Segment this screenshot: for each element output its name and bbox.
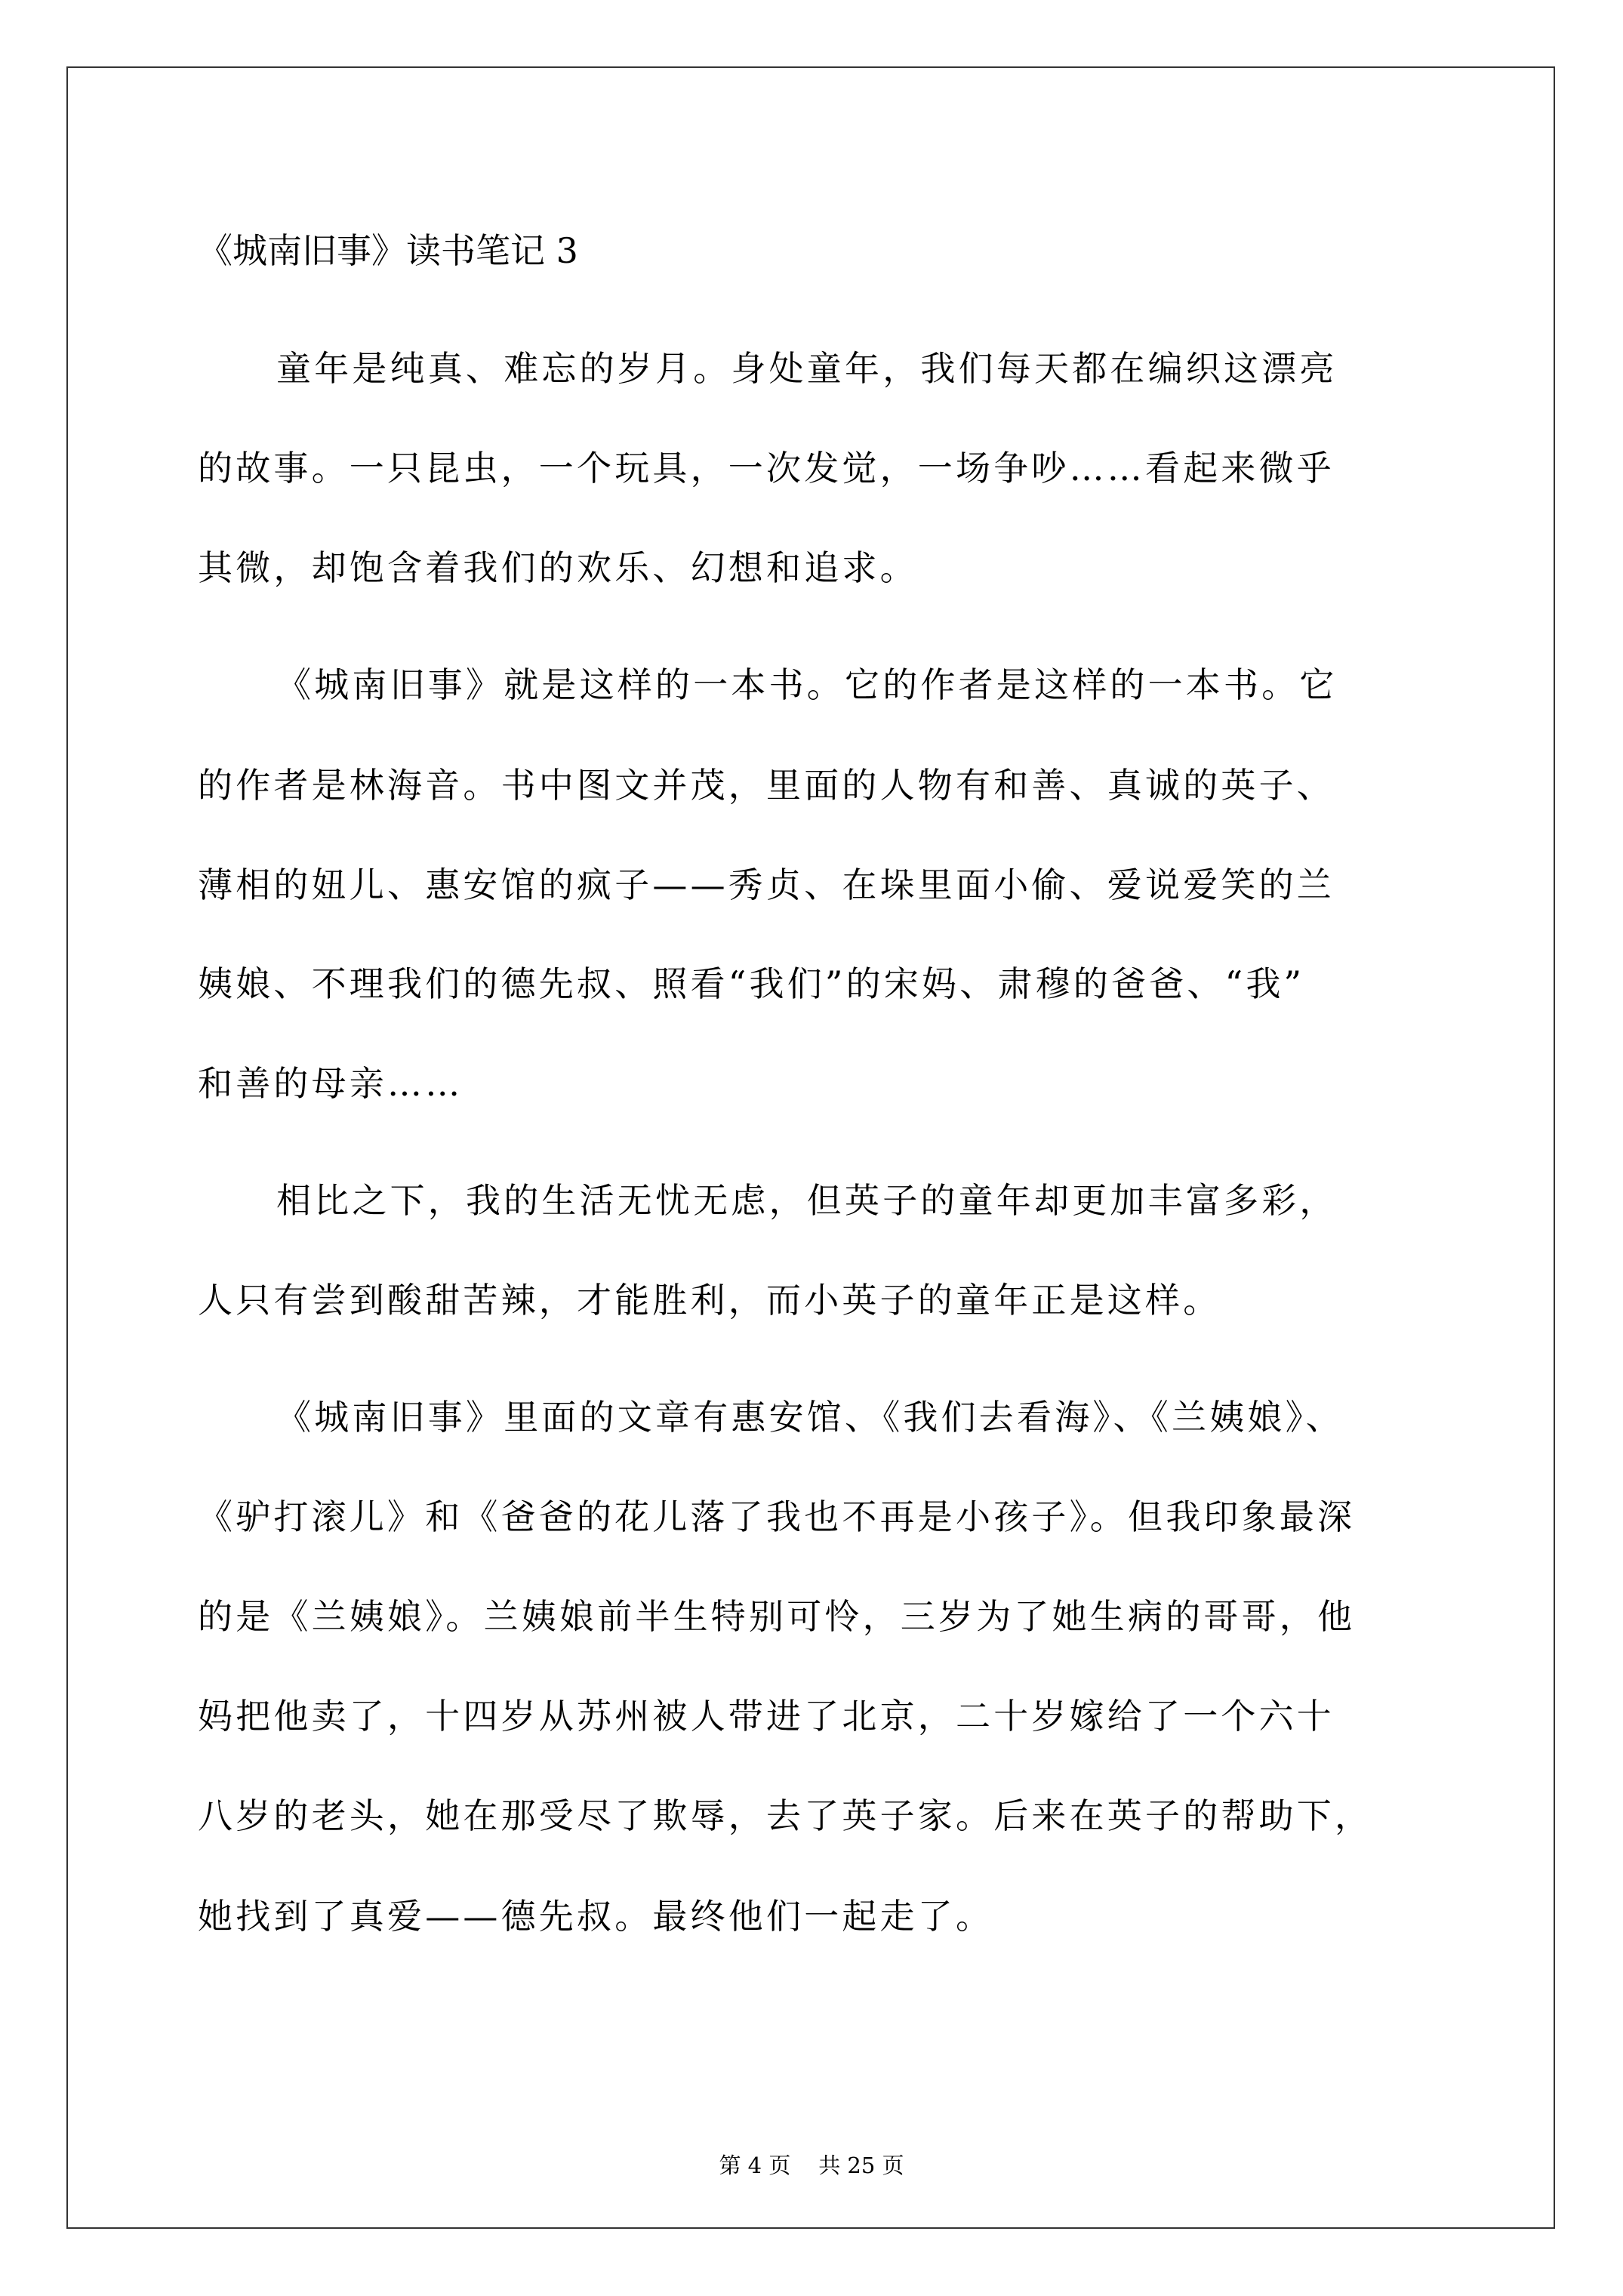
paragraph-line: 相比之下，我的生活无忧无虑，但英子的童年却更加丰富多彩， xyxy=(276,1180,1338,1221)
paragraph-line: 《城南旧事》里面的文章有惠安馆、《我们去看海》、《兰姨娘》、 xyxy=(276,1397,1344,1438)
page-footer: 第 4 页 共 25 页 xyxy=(719,2153,904,2178)
paragraph-line: 姨娘、不理我们的德先叔、照看“我们”的宋妈、肃穆的爸爸、“我” xyxy=(198,963,1305,1004)
paragraph-line: 和善的母亲…… xyxy=(198,1063,463,1104)
paragraph-line: 的故事。一只昆虫，一个玩具，一次发觉，一场争吵……看起来微乎 xyxy=(198,448,1335,488)
paragraph-line: 童年是纯真、难忘的岁月。身处童年，我们每天都在编织这漂亮 xyxy=(276,348,1338,389)
paragraph-line: 八岁的老头，她在那受尽了欺辱，去了英子家。后来在英子的帮助下， xyxy=(198,1795,1373,1836)
paragraph-line: 《驴打滚儿》和《爸爸的花儿落了我也不再是小孩子》。但我印象最深 xyxy=(198,1496,1356,1537)
paragraph-line: 的是《兰姨娘》。兰姨娘前半生特别可怜，三岁为了她生病的哥哥，他 xyxy=(198,1596,1356,1637)
paragraph-line: 薄相的妞儿、惠安馆的疯子——秀贞、在垛里面小偷、爱说爱笑的兰 xyxy=(198,864,1335,905)
paragraph-line: 《城南旧事》就是这样的一本书。它的作者是这样的一本书。它 xyxy=(276,664,1338,705)
paragraph-line: 她找到了真爱——德先叔。最终他们一起走了。 xyxy=(198,1896,994,1937)
document-title: 《城南旧事》读书笔记 3 xyxy=(198,230,578,271)
paragraph-line: 人只有尝到酸甜苦辣，才能胜利，而小英子的童年正是这样。 xyxy=(198,1280,1221,1321)
paragraph-line: 的作者是林海音。书中图文并茂，里面的人物有和善、真诚的英子、 xyxy=(198,765,1335,806)
paragraph-line: 妈把他卖了，十四岁从苏州被人带进了北京，二十岁嫁给了一个六十 xyxy=(198,1696,1335,1737)
paragraph-line: 其微，却饱含着我们的欢乐、幻想和追求。 xyxy=(198,547,918,588)
